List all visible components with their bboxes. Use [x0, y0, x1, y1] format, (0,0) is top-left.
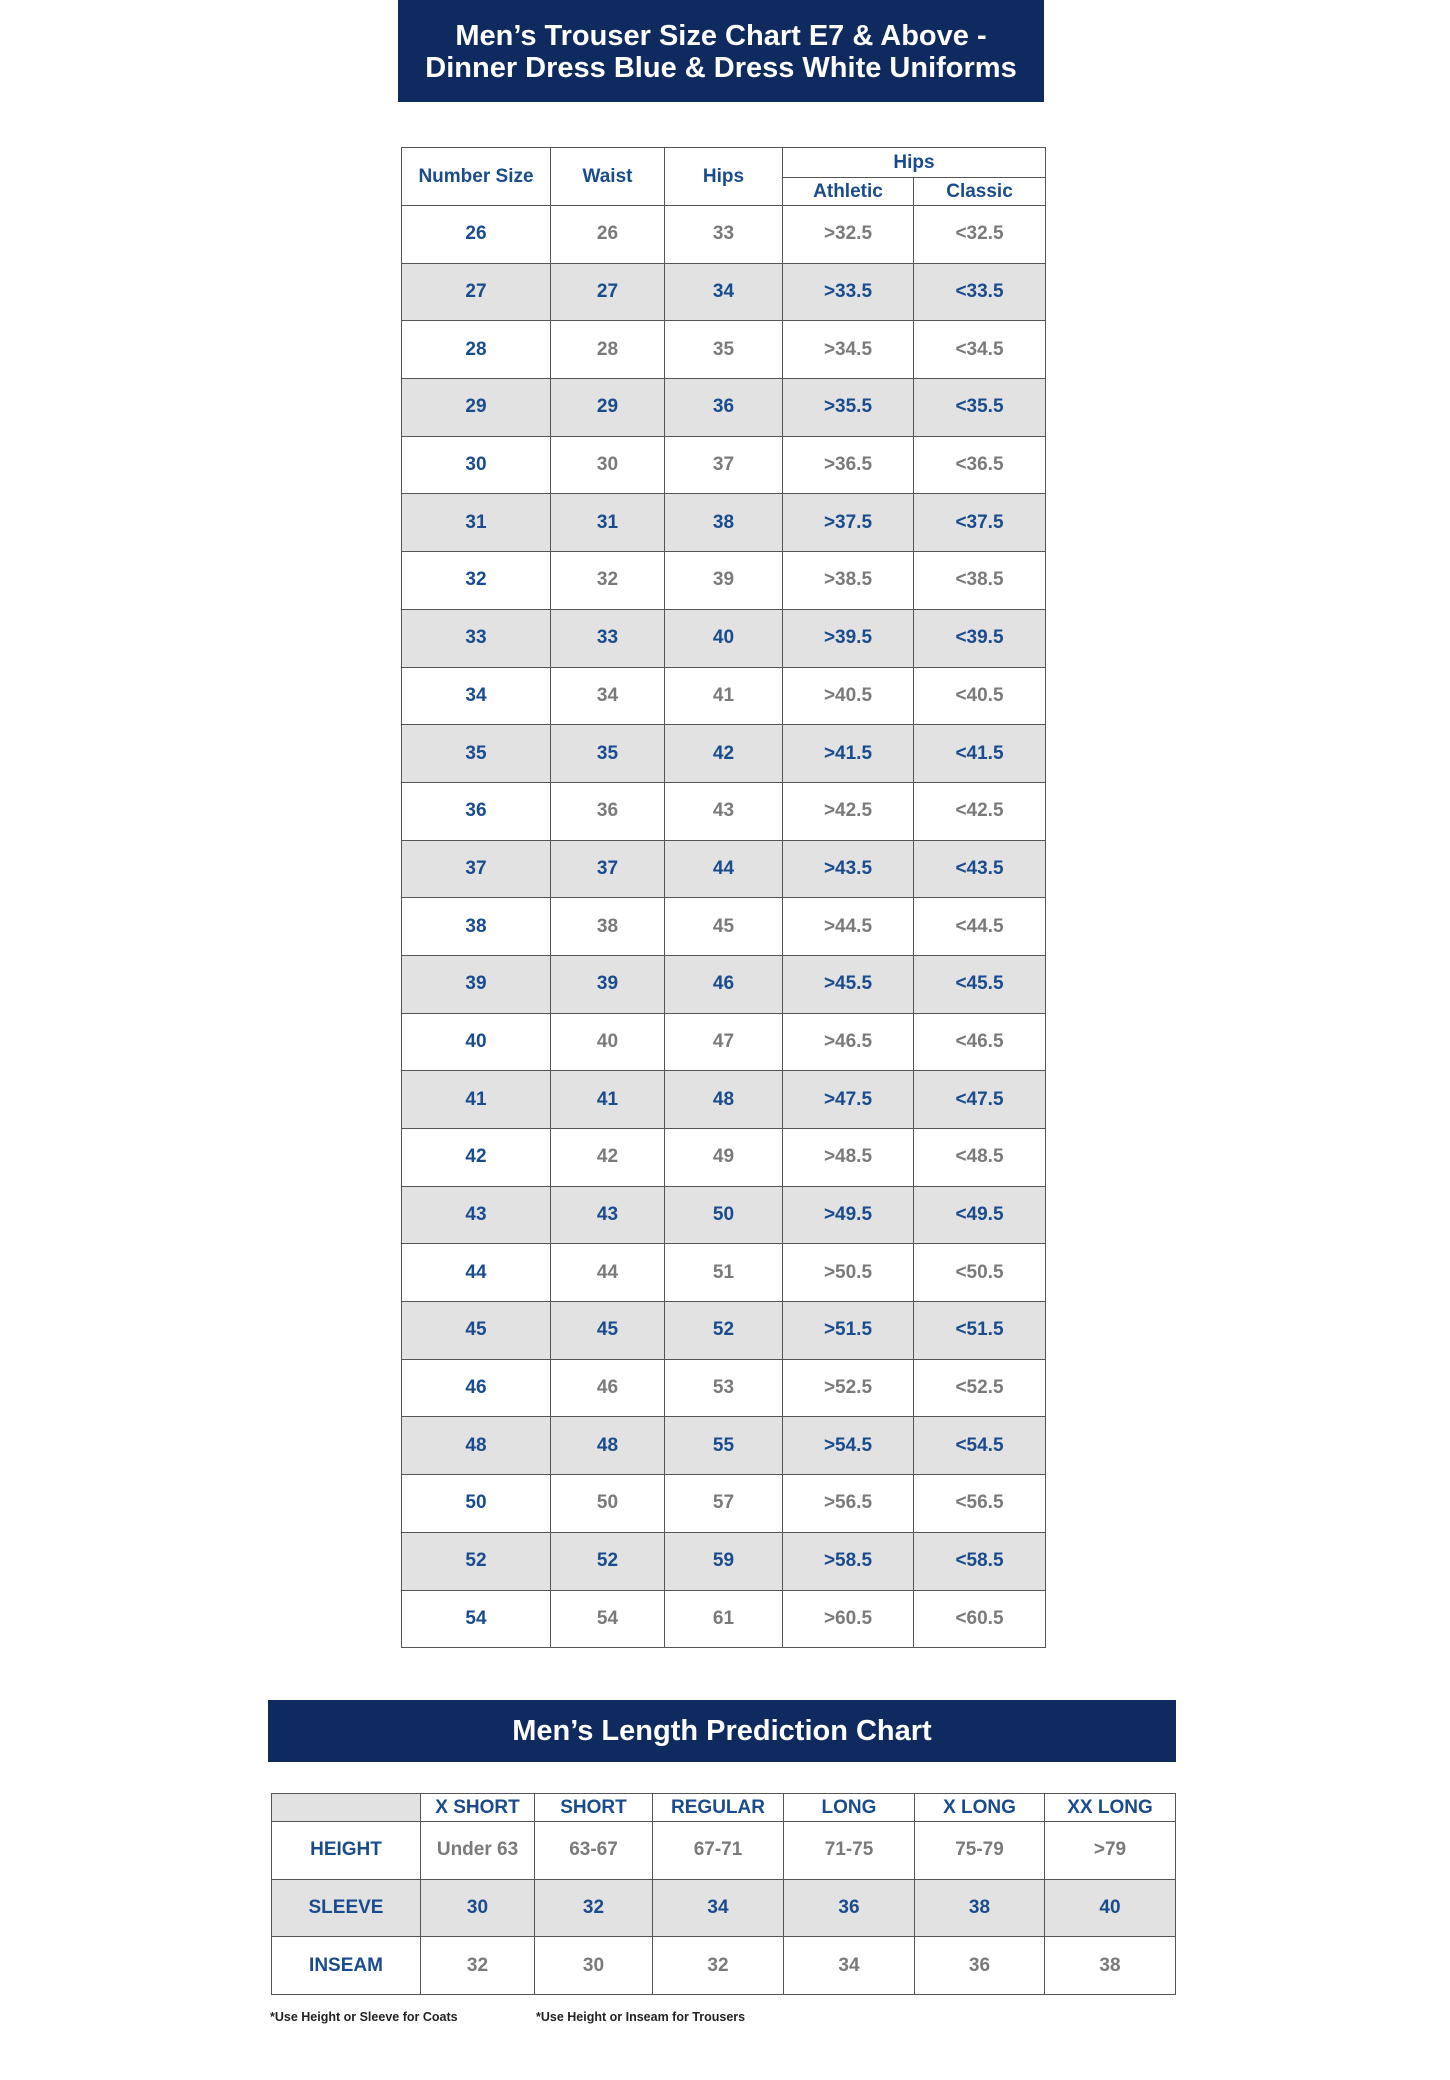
- table-row: [402, 1532, 1046, 1590]
- table-row: [402, 552, 1046, 610]
- length-value-cell: 32: [653, 1937, 784, 1995]
- row-label: INSEAM: [272, 1937, 421, 1995]
- waist-cell: 39: [551, 955, 665, 1013]
- athletic-cell: >34.5: [783, 321, 914, 379]
- classic-cell: <40.5: [914, 667, 1046, 725]
- classic-cell: <45.5: [914, 955, 1046, 1013]
- classic-cell: <36.5: [914, 436, 1046, 494]
- page-title-line-2: Dinner Dress Blue & Dress White Uniforms: [425, 52, 1017, 84]
- page-title-line-1: Men’s Trouser Size Chart E7 & Above -: [455, 20, 987, 52]
- hips-cell: 44: [665, 840, 783, 898]
- hips-cell: 39: [665, 552, 783, 610]
- hips-cell: 51: [665, 1244, 783, 1302]
- length-prediction-table-body: [272, 1822, 1176, 1995]
- header-waist: Waist: [551, 148, 665, 206]
- header-hips: Hips: [665, 148, 783, 206]
- classic-cell: <51.5: [914, 1302, 1046, 1360]
- length-header-cell: X LONG: [915, 1794, 1045, 1822]
- table-row: [402, 321, 1046, 379]
- table-row: [402, 436, 1046, 494]
- athletic-cell: >51.5: [783, 1302, 914, 1360]
- waist-cell: 43: [551, 1186, 665, 1244]
- page-title-banner: [398, 0, 1044, 102]
- length-value-cell: 32: [535, 1879, 653, 1937]
- waist-cell: 52: [551, 1532, 665, 1590]
- table-row: [402, 782, 1046, 840]
- number-size-cell: 42: [402, 1129, 551, 1187]
- length-prediction-table: [271, 1793, 1176, 1995]
- length-value-cell: 36: [915, 1937, 1045, 1995]
- table-row: [402, 725, 1046, 783]
- athletic-cell: >50.5: [783, 1244, 914, 1302]
- length-value-cell: 38: [1045, 1937, 1176, 1995]
- table-row: [402, 1302, 1046, 1360]
- classic-cell: <44.5: [914, 898, 1046, 956]
- hips-cell: 53: [665, 1359, 783, 1417]
- table-row: [402, 840, 1046, 898]
- waist-cell: 31: [551, 494, 665, 552]
- hips-cell: 35: [665, 321, 783, 379]
- waist-cell: 35: [551, 725, 665, 783]
- athletic-cell: >45.5: [783, 955, 914, 1013]
- classic-cell: <52.5: [914, 1359, 1046, 1417]
- number-size-cell: 26: [402, 206, 551, 264]
- hips-cell: 55: [665, 1417, 783, 1475]
- hips-cell: 38: [665, 494, 783, 552]
- waist-cell: 41: [551, 1071, 665, 1129]
- number-size-cell: 32: [402, 552, 551, 610]
- waist-cell: 29: [551, 379, 665, 437]
- waist-cell: 36: [551, 782, 665, 840]
- table-row: [402, 1186, 1046, 1244]
- classic-cell: <34.5: [914, 321, 1046, 379]
- trouser-size-table-body: [402, 206, 1046, 1648]
- athletic-cell: >60.5: [783, 1590, 914, 1648]
- length-value-cell: >79: [1045, 1822, 1176, 1880]
- table-row: [402, 898, 1046, 956]
- classic-cell: <32.5: [914, 206, 1046, 264]
- row-label: SLEEVE: [272, 1879, 421, 1937]
- number-size-cell: 41: [402, 1071, 551, 1129]
- athletic-cell: >48.5: [783, 1129, 914, 1187]
- athletic-cell: >47.5: [783, 1071, 914, 1129]
- header-hips-group: Hips: [783, 148, 1046, 178]
- athletic-cell: >35.5: [783, 379, 914, 437]
- table-row: [402, 1359, 1046, 1417]
- table-row: [402, 1071, 1046, 1129]
- classic-cell: <47.5: [914, 1071, 1046, 1129]
- table-row: [402, 955, 1046, 1013]
- athletic-cell: >49.5: [783, 1186, 914, 1244]
- hips-cell: 37: [665, 436, 783, 494]
- number-size-cell: 36: [402, 782, 551, 840]
- number-size-cell: 50: [402, 1475, 551, 1533]
- row-label: HEIGHT: [272, 1822, 421, 1880]
- hips-cell: 40: [665, 609, 783, 667]
- length-value-cell: 32: [421, 1937, 535, 1995]
- table-row: [402, 1475, 1046, 1533]
- number-size-cell: 29: [402, 379, 551, 437]
- classic-cell: <49.5: [914, 1186, 1046, 1244]
- waist-cell: 45: [551, 1302, 665, 1360]
- length-header-cell: XX LONG: [1045, 1794, 1176, 1822]
- athletic-cell: >37.5: [783, 494, 914, 552]
- hips-cell: 34: [665, 263, 783, 321]
- number-size-cell: 54: [402, 1590, 551, 1648]
- hips-cell: 47: [665, 1013, 783, 1071]
- classic-cell: <50.5: [914, 1244, 1046, 1302]
- length-value-cell: 34: [653, 1879, 784, 1937]
- table-row: [402, 667, 1046, 725]
- number-size-cell: 31: [402, 494, 551, 552]
- waist-cell: 27: [551, 263, 665, 321]
- classic-cell: <54.5: [914, 1417, 1046, 1475]
- hips-cell: 50: [665, 1186, 783, 1244]
- length-value-cell: 34: [784, 1937, 915, 1995]
- athletic-cell: >40.5: [783, 667, 914, 725]
- athletic-cell: >32.5: [783, 206, 914, 264]
- table-row: [402, 1129, 1046, 1187]
- length-value-cell: 38: [915, 1879, 1045, 1937]
- classic-cell: <39.5: [914, 609, 1046, 667]
- hips-cell: 59: [665, 1532, 783, 1590]
- athletic-cell: >42.5: [783, 782, 914, 840]
- header-number-size: Number Size: [402, 148, 551, 206]
- table-row: [402, 1244, 1046, 1302]
- length-value-cell: 36: [784, 1879, 915, 1937]
- number-size-cell: 43: [402, 1186, 551, 1244]
- classic-cell: <41.5: [914, 725, 1046, 783]
- length-value-cell: Under 63: [421, 1822, 535, 1880]
- table-row: [272, 1937, 1176, 1995]
- athletic-cell: >54.5: [783, 1417, 914, 1475]
- waist-cell: 46: [551, 1359, 665, 1417]
- athletic-cell: >52.5: [783, 1359, 914, 1417]
- athletic-cell: >39.5: [783, 609, 914, 667]
- table-row: [272, 1822, 1176, 1880]
- waist-cell: 44: [551, 1244, 665, 1302]
- number-size-cell: 34: [402, 667, 551, 725]
- length-header-cell: X SHORT: [421, 1794, 535, 1822]
- hips-cell: 42: [665, 725, 783, 783]
- hips-cell: 45: [665, 898, 783, 956]
- table-row: [402, 379, 1046, 437]
- table-row: [402, 494, 1046, 552]
- length-value-cell: 30: [421, 1879, 535, 1937]
- hips-cell: 57: [665, 1475, 783, 1533]
- number-size-cell: 45: [402, 1302, 551, 1360]
- number-size-cell: 44: [402, 1244, 551, 1302]
- waist-cell: 32: [551, 552, 665, 610]
- header-classic: Classic: [914, 178, 1046, 206]
- note-coats: *Use Height or Sleeve for Coats: [270, 2010, 458, 2024]
- classic-cell: <42.5: [914, 782, 1046, 840]
- classic-cell: <33.5: [914, 263, 1046, 321]
- header-athletic: Athletic: [783, 178, 914, 206]
- table-row: [402, 263, 1046, 321]
- length-chart-title-banner: [268, 1700, 1176, 1762]
- number-size-cell: 46: [402, 1359, 551, 1417]
- athletic-cell: >44.5: [783, 898, 914, 956]
- table-row: [402, 1013, 1046, 1071]
- hips-cell: 33: [665, 206, 783, 264]
- number-size-cell: 33: [402, 609, 551, 667]
- hips-cell: 61: [665, 1590, 783, 1648]
- waist-cell: 28: [551, 321, 665, 379]
- waist-cell: 54: [551, 1590, 665, 1648]
- header-blank: [272, 1794, 421, 1822]
- length-header-cell: SHORT: [535, 1794, 653, 1822]
- hips-cell: 43: [665, 782, 783, 840]
- number-size-cell: 37: [402, 840, 551, 898]
- number-size-cell: 52: [402, 1532, 551, 1590]
- waist-cell: 30: [551, 436, 665, 494]
- length-value-cell: 75-79: [915, 1822, 1045, 1880]
- classic-cell: <35.5: [914, 379, 1046, 437]
- table-row: [402, 206, 1046, 264]
- length-value-cell: 67-71: [653, 1822, 784, 1880]
- hips-cell: 41: [665, 667, 783, 725]
- athletic-cell: >43.5: [783, 840, 914, 898]
- waist-cell: 50: [551, 1475, 665, 1533]
- classic-cell: <60.5: [914, 1590, 1046, 1648]
- athletic-cell: >33.5: [783, 263, 914, 321]
- classic-cell: <38.5: [914, 552, 1046, 610]
- waist-cell: 48: [551, 1417, 665, 1475]
- number-size-cell: 38: [402, 898, 551, 956]
- classic-cell: <37.5: [914, 494, 1046, 552]
- number-size-cell: 27: [402, 263, 551, 321]
- waist-cell: 26: [551, 206, 665, 264]
- length-header-cell: REGULAR: [653, 1794, 784, 1822]
- number-size-cell: 40: [402, 1013, 551, 1071]
- length-value-cell: 71-75: [784, 1822, 915, 1880]
- number-size-cell: 30: [402, 436, 551, 494]
- athletic-cell: >58.5: [783, 1532, 914, 1590]
- length-value-cell: 63-67: [535, 1822, 653, 1880]
- athletic-cell: >41.5: [783, 725, 914, 783]
- hips-cell: 46: [665, 955, 783, 1013]
- athletic-cell: >36.5: [783, 436, 914, 494]
- waist-cell: 38: [551, 898, 665, 956]
- classic-cell: <46.5: [914, 1013, 1046, 1071]
- length-chart-title: Men’s Length Prediction Chart: [512, 1715, 932, 1747]
- hips-cell: 49: [665, 1129, 783, 1187]
- length-header-cell: LONG: [784, 1794, 915, 1822]
- number-size-cell: 28: [402, 321, 551, 379]
- waist-cell: 42: [551, 1129, 665, 1187]
- athletic-cell: >56.5: [783, 1475, 914, 1533]
- table-row: [402, 609, 1046, 667]
- waist-cell: 37: [551, 840, 665, 898]
- hips-cell: 36: [665, 379, 783, 437]
- hips-cell: 52: [665, 1302, 783, 1360]
- number-size-cell: 48: [402, 1417, 551, 1475]
- note-trousers: *Use Height or Inseam for Trousers: [536, 2010, 746, 2024]
- table-row: [402, 1590, 1046, 1648]
- number-size-cell: 35: [402, 725, 551, 783]
- waist-cell: 33: [551, 609, 665, 667]
- athletic-cell: >38.5: [783, 552, 914, 610]
- waist-cell: 40: [551, 1013, 665, 1071]
- table-row: [402, 1417, 1046, 1475]
- waist-cell: 34: [551, 667, 665, 725]
- athletic-cell: >46.5: [783, 1013, 914, 1071]
- classic-cell: <48.5: [914, 1129, 1046, 1187]
- classic-cell: <43.5: [914, 840, 1046, 898]
- length-value-cell: 30: [535, 1937, 653, 1995]
- number-size-cell: 39: [402, 955, 551, 1013]
- classic-cell: <58.5: [914, 1532, 1046, 1590]
- classic-cell: <56.5: [914, 1475, 1046, 1533]
- length-table-header-row: [272, 1794, 1176, 1822]
- trouser-size-table: [401, 147, 1046, 1648]
- table-row: [272, 1879, 1176, 1937]
- length-value-cell: 40: [1045, 1879, 1176, 1937]
- hips-cell: 48: [665, 1071, 783, 1129]
